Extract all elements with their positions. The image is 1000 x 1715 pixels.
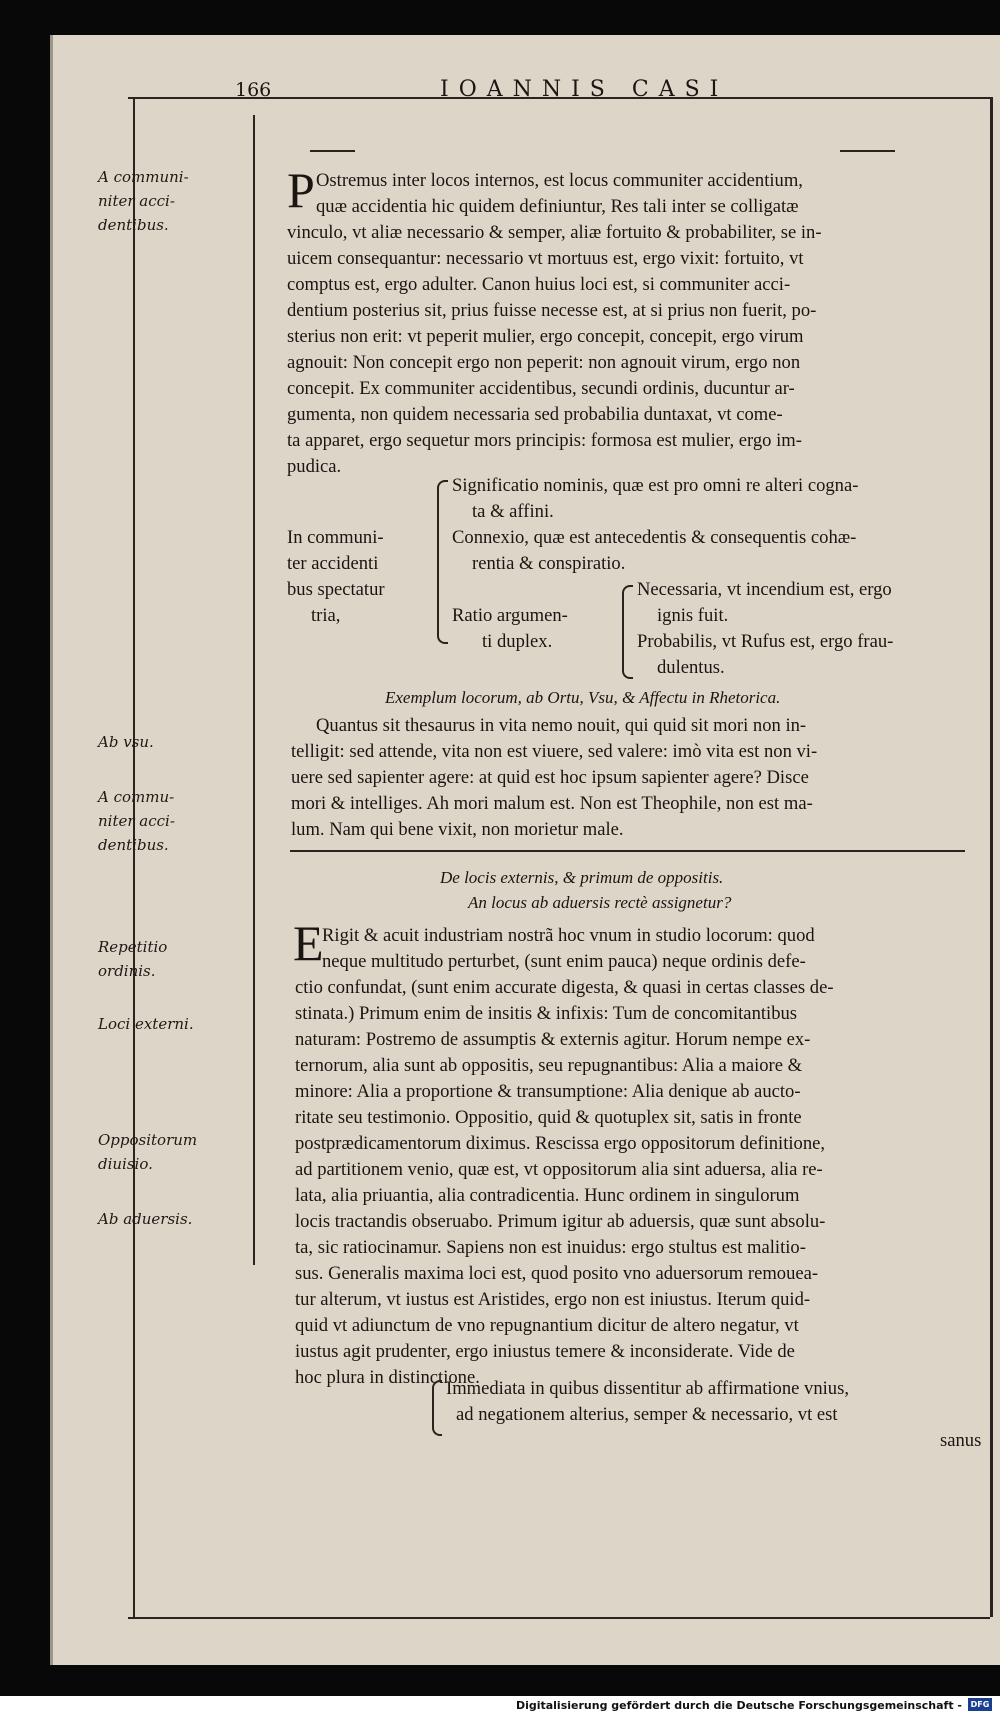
footer-text: Digitalisierung gefördert durch die Deutsche Forschungsgemeinschaft -: [515, 1699, 962, 1712]
text-line: ta apparet, ergo sequetur mors principis: formosa est mulier, ergo im-: [287, 430, 802, 451]
table-left-label: ter accidenti: [287, 553, 379, 574]
table-item: Probabilis, vt Rufus est, ergo frau-: [637, 631, 894, 652]
dfg-logo: DFG: [968, 1698, 992, 1711]
margin-note: A communi-: [98, 168, 189, 186]
margin-note: Loci externi.: [98, 1015, 194, 1033]
text-line: vinculo, vt aliæ necessario & semper, aliæ fortuito & probabiliter, se in-: [287, 222, 822, 243]
margin-note: A commu-: [98, 788, 175, 806]
example-heading: Exemplum locorum, ab Ortu, Vsu, & Affectu in Rhetorica.: [385, 688, 781, 707]
text-line: mori & intelliges. Ah mori malum est. Non est Theophile, non est ma-: [291, 793, 813, 814]
running-title: IOANNIS CASI: [440, 77, 729, 102]
page-number: 166: [235, 79, 272, 101]
bottom-frame-rule: [128, 1617, 990, 1619]
drop-cap: P: [287, 162, 315, 218]
margin-note: niter acci-: [98, 812, 175, 830]
header-dash-left: [310, 150, 355, 152]
table-item: Immediata in quibus dissentitur ab affirmatione vnius,: [446, 1378, 849, 1399]
text-line: stinata.) Primum enim de insitis & infixis: Tum de concomitantibus: [295, 1003, 798, 1024]
text-line: locis tractandis obseruabo. Primum igitur ab aduersis, quæ sunt absolu-: [295, 1211, 826, 1232]
text-line: lata, alia priuantia, alia contradicentia. Hunc ordinem in singulorum: [295, 1185, 800, 1206]
text-line: naturam: Postremo de assumptis & externis agitur. Horum nempe ex-: [295, 1029, 811, 1050]
text-line: ritate seu testimonio. Oppositio, quid & quotuplex sit, satis in fronte: [295, 1107, 802, 1128]
text-line: dentium posterius sit, prius fuisse necesse est, at si prius non fuerit, po-: [287, 300, 817, 321]
header-dash-right: [840, 150, 895, 152]
table-item: ad negationem alterius, semper & necessario, vt est: [456, 1404, 838, 1425]
section-divider: [290, 850, 965, 852]
margin-note: Oppositorum: [98, 1131, 198, 1149]
margin-note: Ab vsu.: [98, 733, 154, 751]
text-line: concepit. Ex communiter accidentibus, secundi ordinis, ducuntur ar-: [287, 378, 795, 399]
drop-cap: E: [293, 915, 324, 971]
outer-margin-line: [133, 97, 135, 1617]
text-line: agnouit: Non concepit ergo non peperit: non agnouit virum, ergo non: [287, 352, 801, 373]
text-line: telligit: sed attende, vita non est viuere, sed valere: imò vita est non vi-: [291, 741, 818, 762]
text-line: pudica.: [287, 456, 342, 477]
margin-note: diuisio.: [98, 1155, 153, 1173]
text-line: Ostremus inter locos internos, est locus communiter accidentium,: [316, 170, 803, 191]
section-question: An locus ab aduersis rectè assignetur?: [468, 893, 732, 912]
inner-margin-line: [253, 115, 255, 1265]
margin-note: dentibus.: [98, 216, 169, 234]
text-line: hoc plura in distinctione.: [295, 1367, 480, 1388]
margin-note: niter acci-: [98, 192, 175, 210]
table-item: Ratio argumen-: [452, 605, 568, 626]
catchword: sanus: [940, 1430, 982, 1451]
text-line: ctio confundat, (sunt enim accurate digesta, & quasi in certas classes de-: [295, 977, 834, 998]
text-line: uere sed sapienter agere: at quid est hoc ipsum sapienter agere? Disce: [291, 767, 809, 788]
margin-note: ordinis.: [98, 962, 156, 980]
table-item: ignis fuit.: [657, 605, 729, 626]
text-line: neque multitudo perturbet, (sunt enim pauca) neque ordinis defe-: [322, 951, 806, 972]
table-left-label: bus spectatur: [287, 579, 385, 600]
table-item: Connexio, quæ est antecedentis & consequentis cohæ-: [452, 527, 857, 548]
text-line: ad partitionem venio, quæ est, vt oppositorum alia sint aduersa, alia re-: [295, 1159, 823, 1180]
text-line: gumenta, non quidem necessaria sed probabilia duntaxat, vt come-: [287, 404, 783, 425]
text-line: uicem consequantur: necessario vt mortuus est, ergo vixit: fortuito, vt: [287, 248, 804, 269]
table-item: ti duplex.: [482, 631, 553, 652]
right-frame-line: [990, 97, 993, 1617]
margin-note: Ab aduersis.: [98, 1210, 193, 1228]
text-line: ternorum, alia sunt ab oppositis, seu repugnantibus: Alia a maiore &: [295, 1055, 803, 1076]
text-line: postprædicamentorum diximus. Rescissa ergo oppositorum definitione,: [295, 1133, 826, 1154]
text-line: minore: Alia a proportione & transumptione: Alia denique ab aucto-: [295, 1081, 801, 1102]
table-item: rentia & conspiratio.: [472, 553, 626, 574]
text-line: lum. Nam qui bene vixit, non morietur male.: [291, 819, 624, 840]
text-line: sterius non erit: vt peperit mulier, ergo concepit, concepit, ergo virum: [287, 326, 804, 347]
margin-note: dentibus.: [98, 836, 169, 854]
brace-large: [437, 480, 448, 644]
text-line: quid vt adiunctum de vno repugnantium dicitur de altero negatur, vt: [295, 1315, 799, 1336]
margin-note: Repetitio: [98, 938, 168, 956]
section-heading: De locis externis, & primum de oppositis.: [440, 868, 724, 887]
table-left-label: tria,: [311, 605, 341, 626]
text-line: iustus agit prudenter, ergo iniustus temere & inconsiderate. Vide de: [295, 1341, 795, 1362]
brace-small: [622, 585, 633, 679]
text-line: quæ accidentia hic quidem definiuntur, Res tali inter se colligatæ: [316, 196, 799, 217]
text-line: Rigit & acuit industriam nostrã hoc vnum in studio locorum: quod: [322, 925, 815, 946]
table-item: dulentus.: [657, 657, 725, 678]
table-left-label: In communi-: [287, 527, 384, 548]
table-item: ta & affini.: [472, 501, 554, 522]
text-line: sus. Generalis maxima loci est, quod posito vno aduersorum remouea-: [295, 1263, 819, 1284]
text-line: comptus est, ergo adulter. Canon huius loci est, si communiter acci-: [287, 274, 791, 295]
text-line: ta, sic ratiocinamur. Sapiens non est inuidus: ergo stultus est malitio-: [295, 1237, 806, 1258]
table-item: Necessaria, vt incendium est, ergo: [637, 579, 892, 600]
brace-bottom: [432, 1380, 442, 1436]
footer-bar: [0, 1696, 1000, 1715]
table-item: Significatio nominis, quæ est pro omni re alteri cogna-: [452, 475, 859, 496]
text-line: Quantus sit thesaurus in vita nemo nouit, qui quid sit mori non in-: [316, 715, 807, 736]
text-line: tur alterum, vt iustus est Aristides, ergo non est iniustus. Iterum quid-: [295, 1289, 811, 1310]
